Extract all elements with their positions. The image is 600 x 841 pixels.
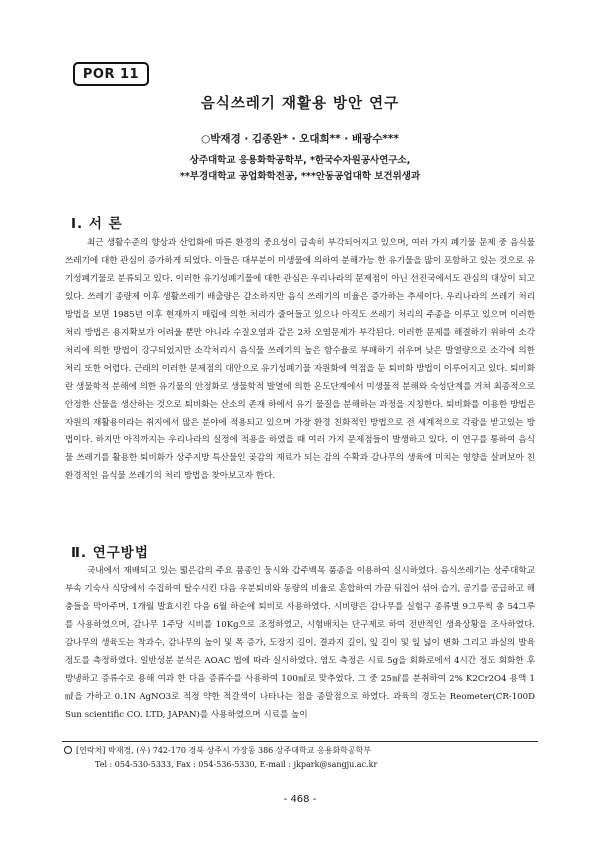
circle-marker-icon [64,746,72,754]
affiliation-line-2: **부경대학교 공업화학전공, ***안동공업대학 보건위생과 [179,171,421,182]
footnote-contact-text: [연락처] 박재경, (우) 742-170 경북 상주시 가장동 386 상주대학교 응용화학공학부 [76,746,372,755]
footnote-divider [62,741,538,742]
page-number: - 468 - [283,794,317,805]
introduction-paragraph: 최근 생활수준의 향상과 산업화에 따른 환경의 중요성이 급속히 부각되어지고 있으며, 여러 가지 폐기물 문제 중 음식물쓰레기에 대한 관심이 증가하게 되었다. 이들은 대부분이 미생물에 의하여 분해가능 한 유기물을 많이 포함하고 있는 것으로 유기성폐기물로 분류되고 있다. 이러한 유기성폐기물에 대한 관심은 우리나라의 문제점이 아닌 선진국에서도 관심의 대상이 되고 있다. 쓰레기 종량제 이후 생활쓰레기 배출량은 감소하지만 음식 쓰레기의 비율은 증가하는 추세이다. 우리나라의 쓰레기 처리 방법을 보면 1985년 이후 현재까지 매립에 의한 처리가 줄어들고 있으나 아직도 쓰레기 처리의 주종을 이루고 있으며 이러한 처리 방법은 용지확보가 어려울 뿐만 아니라 수질오염과 같은 2차 오염문제가 부각된다. 이러한 문제를 해결하기 위하여 소각처리에 의한 방법이 강구되었지만 소각처리시 음식물 쓰레기의 높은 함수율로 부패하기 쉬우며 낮은 발열량으로 소각에 의한 처리 또한 어렵다. 근래의 이러한 문제점의 대안으로 유기성폐기물 자원화에 역점을 둔 퇴비화 방법이 이루어지고 있다. 퇴비화란 생물학적 분해에 의한 유기물의 안정화로 생물학적 발열에 의한 온도단계에서 미생물적 분해와 숙성단계를 거쳐 최종적으로 안정한 산물을 생산하는 것으로 퇴비화는 산소의 존재 하에서 유기 물질을 분해하는 과정을 지칭한다. 퇴비화를 이용한 방법은 자원의 재활용이라는 취지에서 많은 분야에 적용되고 있으며 가장 환경 친화적인 방법으로 전 세계적으로 각광을 받고있는 방법이다. 하지만 아직까지는 우리나라의 실정에 적용을 하였을 때 여러 가지 문제점들이 발생하고 있다. 이 연구를 통하여 음식물 쓰레기를 활용한 퇴비화가 상주지방 특산물인 곶감의 재료가 되는 감의 수확과 감나무의 생육에 미치는 영향을 살펴보아 친환경적인 음식물 쓰레기의 처리 방법을 찾아보고자 한다. [65,238,535,482]
section-heading-introduction: Ⅰ. 서 론 [71,216,123,232]
methods-paragraph: 국내에서 재배되고 있는 떫은감의 주요 품종인 둥시와 갑주백목 품종을 이용하여 실시하였다. 음식쓰레기는 상주대학교 부속 기숙사 식당에서 수집하여 탈수시킨 다음 우분퇴비와 동량의 비율로 혼합하여 가끔 뒤집어 섞어 습기, 공기를 공급하고 해충들을 막아주며, 1개월 발효시킨 다음 6월 하순에 퇴비로 사용하였다. 시비량은 감나무를 실험구 종류별 9그루씩 총 54그루를 사용하였으며, 감나무 1주당 시비를 10Kg으로 조정하였고, 시험배치는 단구제로 하여 전반적인 생육상황을 조사하였다. 감나무의 생육도는 착과수, 감나무의 높이 및 폭 증가, 도장지 길이, 결과지 길이, 잎 길이 및 잎 넓이 변화 그리고 과실의 발육정도를 측정하였다. 일반성분 분석은 AOAC 법에 따라 실시하였다. 염도 측정은 시료 5g을 회화로에서 4시간 정도 회화한 후 방냉하고 증류수로 용해 여과 한 다음 증류수를 사용하여 100㎖로 맞추었다. 그 중 25㎖를 분취하여 2% K2Cr2O4 용액 1 ㎖을 가하고 0.1N AgNO3로 적정 약한 적갈색이 나타나는 점을 종말점으로 하였다. 과육의 경도는 Reometer(CR-100D Sun scientific CO. LTD, JAPAN)를 사용하였으며 시료를 높이 [65,566,535,720]
paper-title: 음식쓰레기 재활용 방안 연구 [200,96,400,112]
footnote-contact [64,744,371,757]
session-code-badge: POR 11 [73,62,149,86]
author-list: ○박재경 · 김종완* · 오대희** · 배광수*** [201,133,399,145]
section-heading-methods: Ⅱ. 연구방법 [71,545,149,561]
footnote-contact-details: Tel : 054-530-5333, Fax : 054-536-5330, E-mail : jkpark@sangju.ac.kr [95,760,378,769]
affiliation-line-1: 상주대학교 응용화학공학부, *한국수자원공사연구소, [189,155,411,166]
